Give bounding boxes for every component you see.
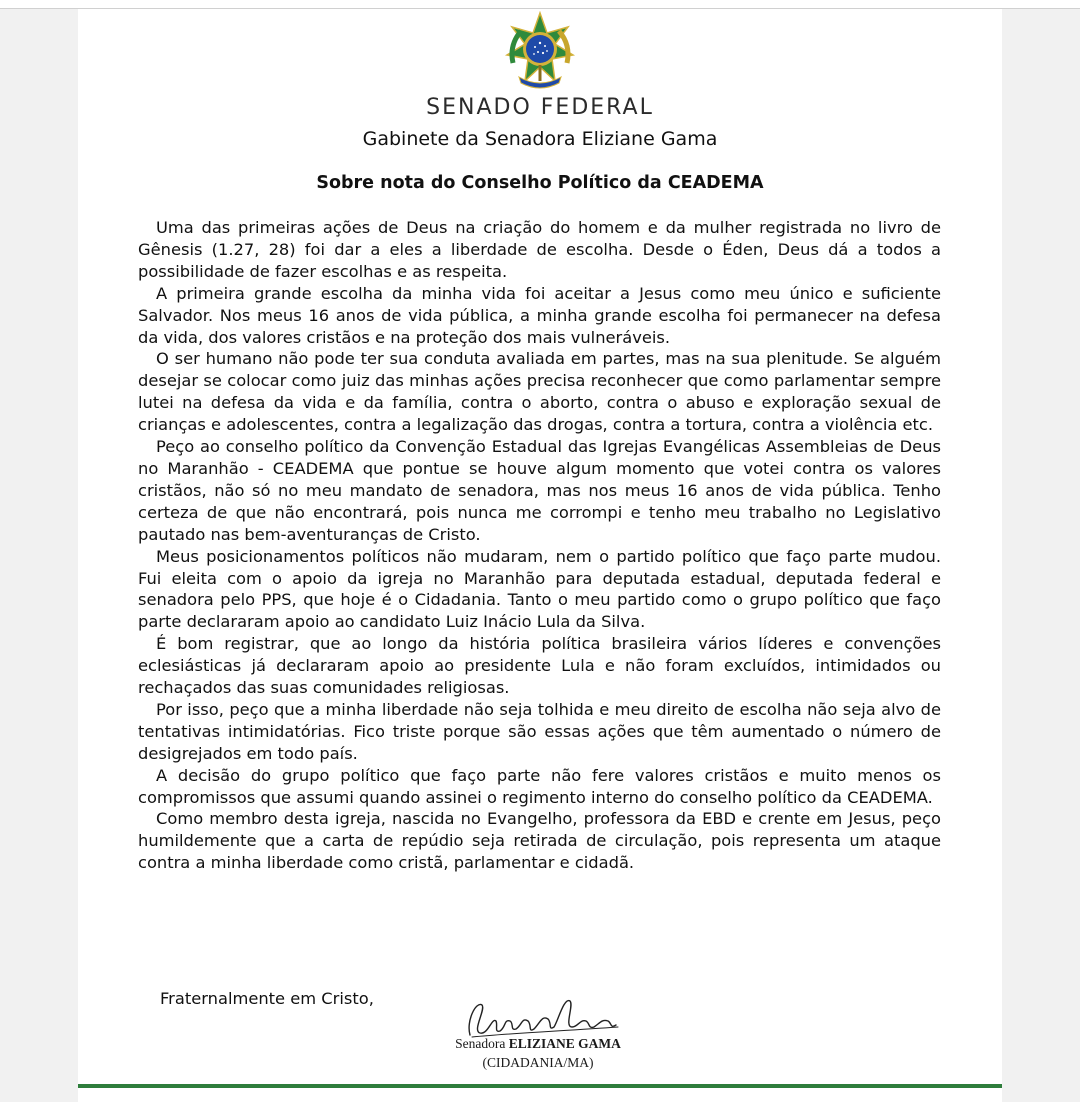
paragraph: A primeira grande escolha da minha vida foi aceitar a Jesus como meu único e suficiente Salvador. Nos meus 16 anos de vida pública, a minha grande escolha foi permanecer na defesa da vida, dos valores cristãos e na proteção dos mais vulneráveis. xyxy=(138,283,941,347)
document-title: Sobre nota do Conselho Político da CEADEMA xyxy=(316,173,764,193)
paragraph: O ser humano não pode ter sua conduta avaliada em partes, mas na sua plenitude. Se alguém desejar se colocar como juiz das minhas ações precisa reconhecer que como parlamentar sempre lutei na defesa da vida e da família, contra o aborto, contra o abuso e exploração sexual de crianças e adolescentes, contra a legalização das drogas, contra a tortura, contra a violência etc. xyxy=(138,349,941,435)
signatory-name xyxy=(438,1036,638,1052)
footer-bar xyxy=(78,1084,1002,1088)
signatory-fullname: ELIZIANE GAMA xyxy=(508,1036,621,1051)
coat-of-arms-icon xyxy=(499,11,581,95)
paragraph: Meus posicionamentos políticos não mudaram, nem o partido político que faço parte mudou. Fui eleita com o apoio da igreja no Maranhão para deputada estadual, deputada federal e senadora pelo PPS, que hoje é o Cidadania. Tanto o meu partido como o grupo político que faço parte declararam apoio ao candidato Luiz Inácio Lula da Silva. xyxy=(138,546,941,632)
signatory-title: Senadora xyxy=(455,1036,506,1051)
paragraph: É bom registrar, que ao longo da história política brasileira vários líderes e convenções eclesiásticas já declararam apoio ao presidente Lula e não foram excluídos, intimidados ou rechaçados das suas comunidades religiosas. xyxy=(138,634,941,698)
paragraph: Por isso, peço que a minha liberdade não seja tolhida e meu direito de escolha não seja alvo de tentativas intimidatórias. Fico triste porque são essas ações que têm aumentado o número de desigrejados em todo país. xyxy=(138,699,941,763)
paragraph: Peço ao conselho político da Convenção Estadual das Igrejas Evangélicas Assembleias de Deus no Maranhão - CEADEMA que pontue se houve algum momento que votei contra os valores cristãos, não só no meu mandato de senadora, mas nos meus 16 anos de vida pública. Tenho certeza de que não encontrará, pois nunca me corrompi e tenho meu trabalho no Legislativo pautado nas bem-aventuranças de Cristo. xyxy=(138,437,941,544)
signatory-party: (CIDADANIA/MA) xyxy=(482,1055,594,1070)
closing-salutation: Fraternalmente em Cristo, xyxy=(160,989,374,1008)
letter-page xyxy=(78,9,1002,1102)
organization-name: SENADO FEDERAL xyxy=(426,95,654,120)
top-border xyxy=(0,0,1080,9)
paragraph: Como membro desta igreja, nascida no Evangelho, professora da EBD e crente em Jesus, peço humildemente que a carta de repúdio seja retirada de circulação, pois representa um ataque contra a minha liberdade como cristã, parlamentar e cidadã. xyxy=(138,809,941,873)
paragraph: A decisão do grupo político que faço parte não fere valores cristãos e muito menos os compromissos que assumi quando assinei o regimento interno do conselho político da CEADEMA. xyxy=(138,765,941,807)
office-name: Gabinete da Senadora Eliziane Gama xyxy=(362,128,718,150)
letter-body xyxy=(138,217,941,874)
paragraph: Uma das primeiras ações de Deus na criação do homem e da mulher registrada no livro de Gênesis (1.27, 28) foi dar a eles a liberdade de escolha. Desde o Éden, Deus dá a todos a possibilidade de fazer escolhas e as respeita. xyxy=(138,218,941,281)
